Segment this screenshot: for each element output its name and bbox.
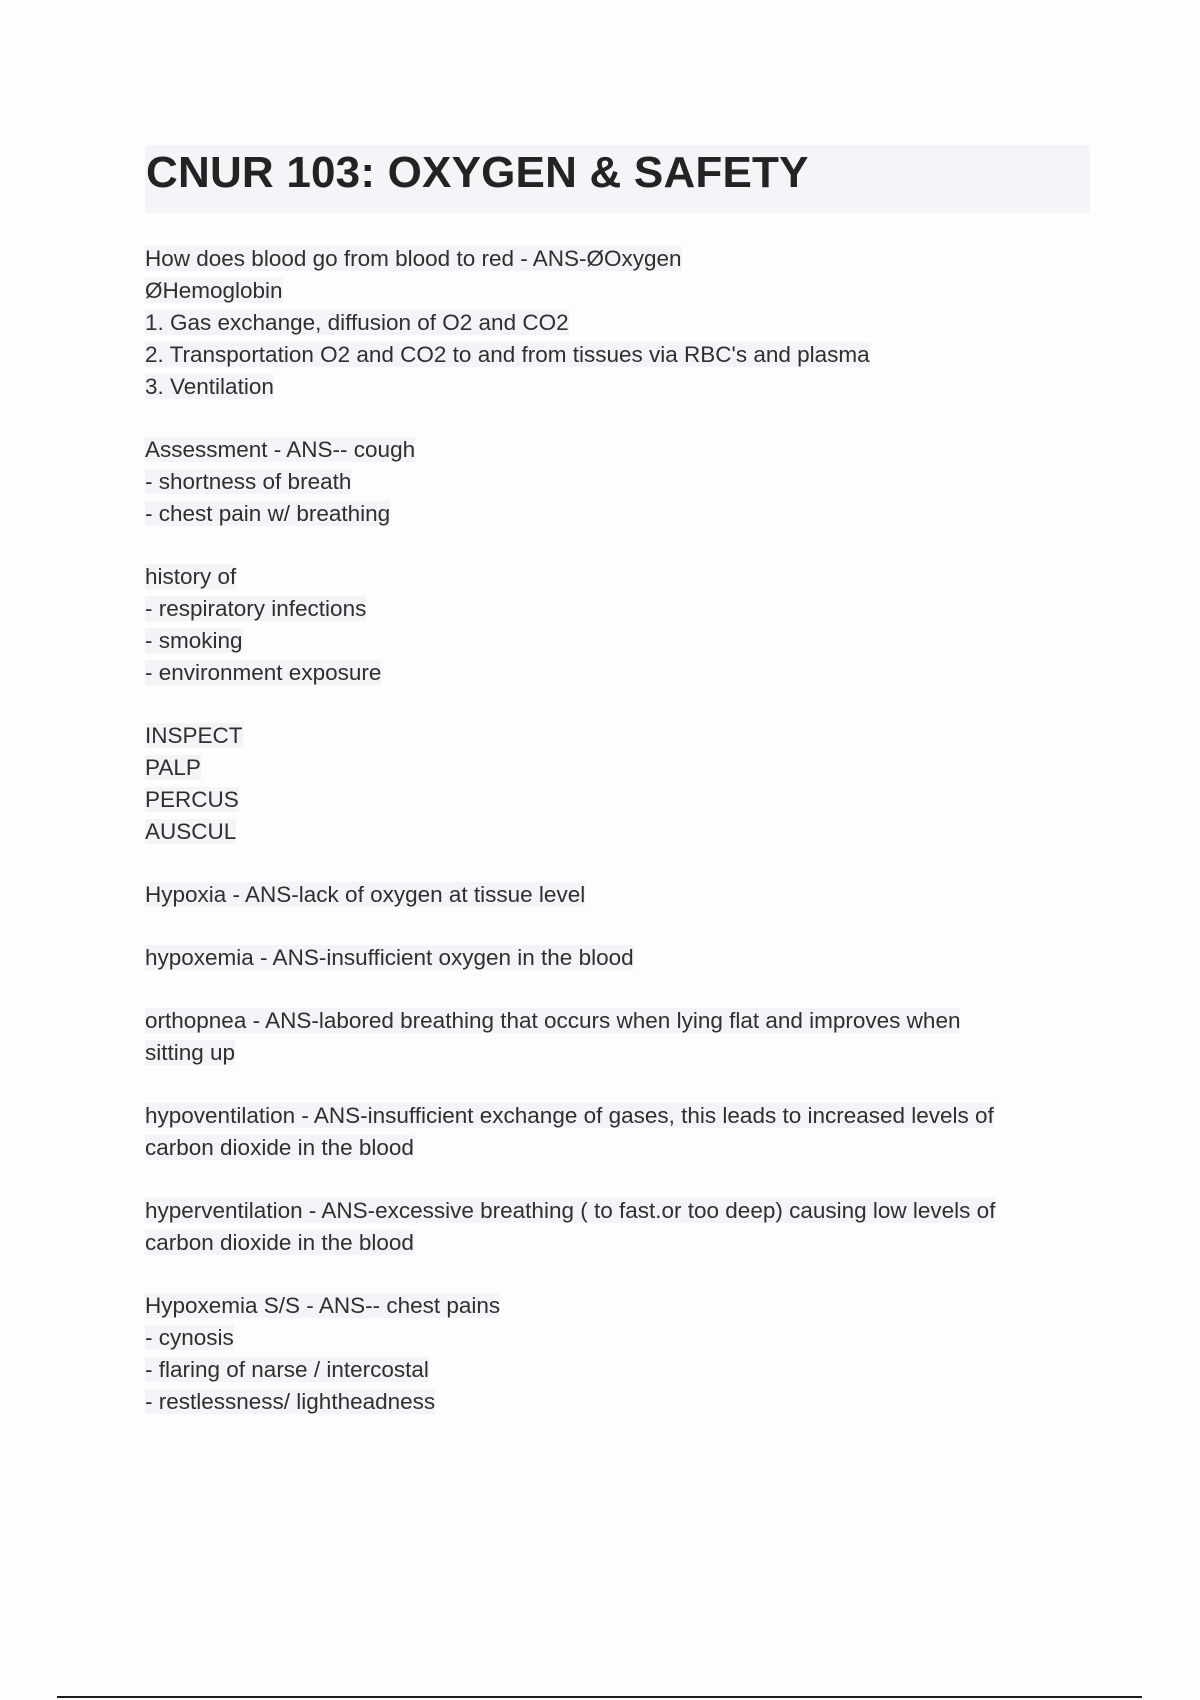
note-line: INSPECT (145, 723, 243, 748)
document-body (145, 243, 1095, 1449)
note-line: Hypoxemia S/S - ANS-- chest pains (145, 1293, 501, 1318)
note-block-hypoventilation (145, 1100, 1095, 1164)
note-line: sitting up (145, 1040, 236, 1065)
note-block-blood-oxygen (145, 243, 1095, 403)
note-block-exam-steps (145, 720, 1095, 848)
note-line: 3. Ventilation (145, 374, 274, 399)
note-line: orthopnea - ANS-labored breathing that occurs when lying flat and improves when (145, 1008, 961, 1033)
note-line: hyperventilation - ANS-excessive breathing ( to fast.or too deep) causing low levels of (145, 1198, 996, 1223)
note-line: carbon dioxide in the blood (145, 1230, 414, 1255)
footer-rule (57, 1696, 1142, 1698)
note-block-hypoxemia (145, 942, 1095, 974)
note-block-history (145, 561, 1095, 689)
note-line: - chest pain w/ breathing (145, 501, 391, 526)
note-line: hypoventilation - ANS-insufficient exchange of gases, this leads to increased levels of (145, 1103, 994, 1128)
note-block-assessment (145, 434, 1095, 530)
note-block-hypoxia (145, 879, 1095, 911)
note-block-orthopnea (145, 1005, 1095, 1069)
note-line: - flaring of narse / intercostal (145, 1357, 429, 1382)
document-title: CNUR 103: OXYGEN & SAFETY (146, 148, 809, 197)
note-block-hyperventilation (145, 1195, 1095, 1259)
note-line: hypoxemia - ANS-insufficient oxygen in the blood (145, 945, 634, 970)
note-line: carbon dioxide in the blood (145, 1135, 414, 1160)
note-line: - shortness of breath (145, 469, 352, 494)
note-line: How does blood go from blood to red - ANS-ØOxygen (145, 246, 682, 271)
note-line: PALP (145, 755, 201, 780)
note-line: Assessment - ANS-- cough (145, 437, 416, 462)
note-line: 2. Transportation O2 and CO2 to and from tissues via RBC's and plasma (145, 342, 870, 367)
note-line: Hypoxia - ANS-lack of oxygen at tissue level (145, 882, 586, 907)
note-line: PERCUS (145, 787, 239, 812)
note-line: ØHemoglobin (145, 278, 283, 303)
note-line: - smoking (145, 628, 243, 653)
note-line: - restlessness/ lightheadness (145, 1389, 436, 1414)
note-line: history of (145, 564, 237, 589)
note-line: - respiratory infections (145, 596, 367, 621)
note-line: AUSCUL (145, 819, 237, 844)
note-line: - environment exposure (145, 660, 382, 685)
note-line: 1. Gas exchange, diffusion of O2 and CO2 (145, 310, 569, 335)
note-line: - cynosis (145, 1325, 234, 1350)
note-block-hypoxemia-signs (145, 1290, 1095, 1418)
